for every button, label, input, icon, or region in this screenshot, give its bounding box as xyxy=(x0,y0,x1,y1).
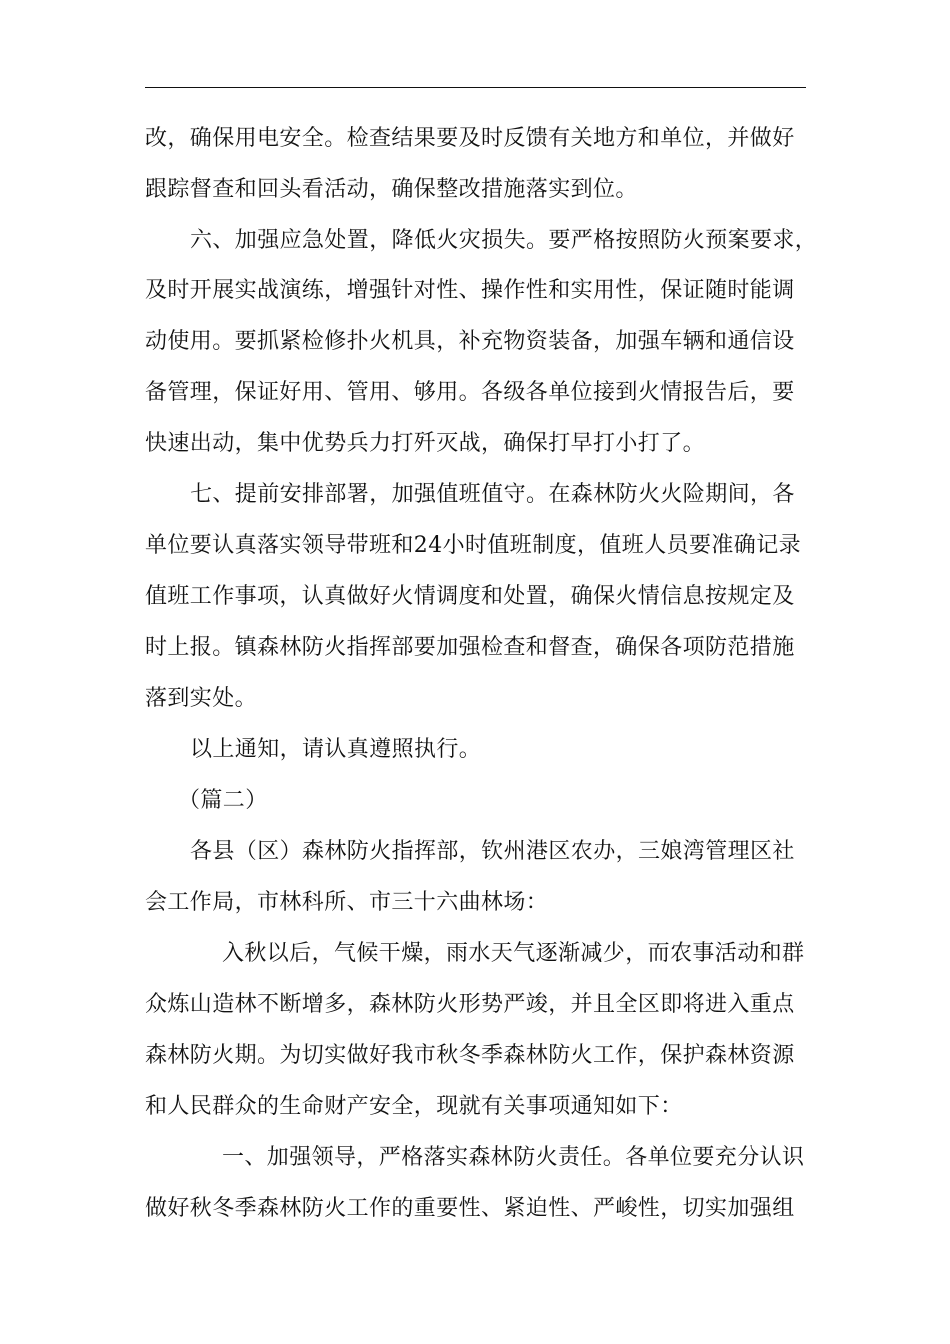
header-rule xyxy=(145,87,806,88)
text-line: 及时开展实战演练，增强针对性、操作性和实用性，保证随时能调 xyxy=(145,278,795,303)
addressee-start: 各县（区）森林防火指挥部，钦州港区农办，三娘湾管理区社 xyxy=(190,839,795,864)
text-line: 跟踪督查和回头看活动，确保整改措施落实到位。 xyxy=(145,177,638,202)
text-line: 时上报。镇森林防火指挥部要加强检查和督查，确保各项防范措施 xyxy=(145,635,795,660)
text-line: 会工作局，市林科所、市三十六曲林场： xyxy=(145,890,549,915)
intro-paragraph-start: 入秋以后，气候干燥，雨水天气逐渐减少，而农事活动和群 xyxy=(222,941,805,966)
text-line: 做好秋冬季森林防火工作的重要性、紧迫性、严峻性，切实加强组 xyxy=(145,1196,795,1221)
text-line: 落到实处。 xyxy=(145,686,258,711)
paragraph-one-start: 一、加强领导，严格落实森林防火责任。各单位要充分认识 xyxy=(222,1145,805,1170)
text-line: 单位要认真落实领导带班和24小时值班制度，值班人员要准确记录 xyxy=(145,533,801,558)
text-line: 快速出动，集中优势兵力打歼灭战，确保打早打小打了。 xyxy=(145,431,706,456)
text-line: 森林防火期。为切实做好我市秋冬季森林防火工作，保护森林资源 xyxy=(145,1043,795,1068)
text-line: 值班工作事项，认真做好火情调度和处置，确保火情信息按规定及 xyxy=(145,584,795,609)
paragraph-six-start: 六、加强应急处置，降低火灾损失。要严格按照防火预案要求， xyxy=(190,228,818,253)
paragraph-seven-start: 七、提前安排部署，加强值班值守。在森林防火火险期间，各 xyxy=(190,482,795,507)
text-line: 众炼山造林不断增多，森林防火形势严竣，并且全区即将进入重点 xyxy=(145,992,795,1017)
section-heading: （篇二） xyxy=(178,788,268,813)
closing-line: 以上通知，请认真遵照执行。 xyxy=(190,737,482,762)
text-line: 改，确保用电安全。检查结果要及时反馈有关地方和单位，并做好 xyxy=(145,126,795,151)
text-line: 动使用。要抓紧检修扑火机具，补充物资装备，加强车辆和通信设 xyxy=(145,329,795,354)
text-line: 备管理，保证好用、管用、够用。各级各单位接到火情报告后，要 xyxy=(145,380,795,405)
text-line: 和人民群众的生命财产安全，现就有关事项通知如下： xyxy=(145,1094,683,1119)
